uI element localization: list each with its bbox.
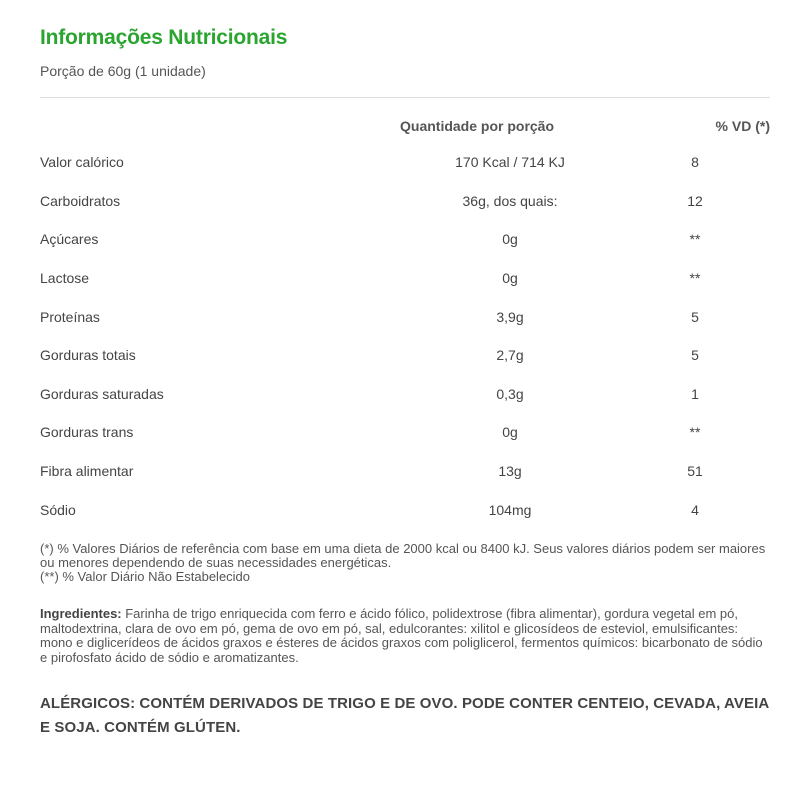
nutrient-daily-value: 5: [691, 347, 699, 364]
nutrient-daily-value: 12: [687, 192, 703, 209]
header-nutrient: [40, 109, 400, 143]
table-row: [40, 490, 770, 529]
table-row: [40, 452, 770, 491]
nutrient-quantity: 170 Kcal / 714 KJ: [455, 154, 565, 171]
ingredients-text: Farinha de trigo enriquecida com ferro e ácido fólico, polidextrose (fibra alimentar), gordura vegetal em pó, maltodextrina, clara de ovo em pó, gema de ovo em pó, sal, edulcorantes: xilitol e glicosídeos de esteviol, emulsificantes: mono e diglicerídeos de ácidos graxos e ésteres de ácidos graxos com poliglicerol, fermentos químicos: bicarbonato de sódio e pirofosfato ácido de sódio e aromatizantes.: [40, 606, 763, 665]
nutrient-daily-value: 8: [691, 154, 699, 171]
ingredients-section: [40, 607, 770, 665]
table-row: [40, 220, 770, 259]
page-title: Informações Nutricionais: [40, 26, 288, 49]
table-row: [40, 336, 770, 375]
nutrient-name: Gorduras totais: [40, 347, 136, 364]
header-quantity: Quantidade por porção: [400, 118, 555, 134]
nutrition-table: [40, 109, 770, 529]
table-row: [40, 297, 770, 336]
ingredients-label: Ingredientes:: [40, 606, 122, 621]
nutrient-name: Fibra alimentar: [40, 463, 134, 480]
nutrient-quantity: 3,9g: [496, 308, 524, 325]
not-established-note: (**) % Valor Diário Não Estabelecido: [40, 569, 251, 584]
nutrient-quantity: 0g: [502, 231, 518, 248]
header-daily-value: % VD (*): [715, 118, 770, 134]
nutrient-daily-value: 4: [691, 501, 699, 518]
nutrient-name: Sódio: [40, 501, 76, 518]
nutrient-quantity: 0g: [502, 424, 518, 441]
table-row: [40, 413, 770, 452]
nutrient-quantity: 0,3g: [496, 385, 524, 402]
nutrient-quantity: 13g: [498, 463, 522, 480]
nutrient-quantity: 36g, dos quais:: [462, 192, 558, 209]
table-header-row: [40, 109, 770, 143]
table-row: [40, 259, 770, 298]
nutrient-name: Lactose: [40, 270, 90, 287]
nutrient-quantity: 104mg: [488, 501, 532, 518]
nutrient-daily-value: **: [689, 424, 701, 441]
nutrient-name: Açúcares: [40, 231, 99, 248]
nutrient-name: Proteínas: [40, 308, 100, 325]
allergens-warning: ALÉRGICOS: CONTÉM DERIVADOS DE TRIGO E DE OVO. PODE CONTER CENTEIO, CEVADA, AVEIA E SOJA. CONTÉM GLÚTEN.: [40, 695, 769, 736]
table-row: [40, 182, 770, 221]
divider: [40, 97, 770, 98]
nutrient-daily-value: **: [689, 231, 701, 248]
nutrition-facts-panel: [40, 24, 770, 736]
nutrient-daily-value: **: [689, 270, 701, 287]
nutrient-daily-value: 1: [691, 385, 699, 402]
nutrient-name: Valor calórico: [40, 154, 124, 171]
nutrient-quantity: 2,7g: [496, 347, 524, 364]
table-row: [40, 143, 770, 182]
nutrient-name: Carboidratos: [40, 192, 121, 209]
nutrient-name: Gorduras trans: [40, 424, 134, 441]
daily-value-note: (*) % Valores Diários de referência com base em uma dieta de 2000 kcal ou 8400 kJ. Seus valores diários podem ser maiores ou menores dependendo de suas necessidades energéticas.: [40, 541, 766, 570]
nutrient-daily-value: 51: [687, 463, 703, 480]
nutrient-name: Gorduras saturadas: [40, 385, 164, 402]
table-row: [40, 375, 770, 414]
footnotes: [40, 542, 770, 584]
nutrient-quantity: 0g: [502, 270, 518, 287]
nutrient-daily-value: 5: [691, 308, 699, 325]
portion-size: Porção de 60g (1 unidade): [40, 63, 206, 79]
